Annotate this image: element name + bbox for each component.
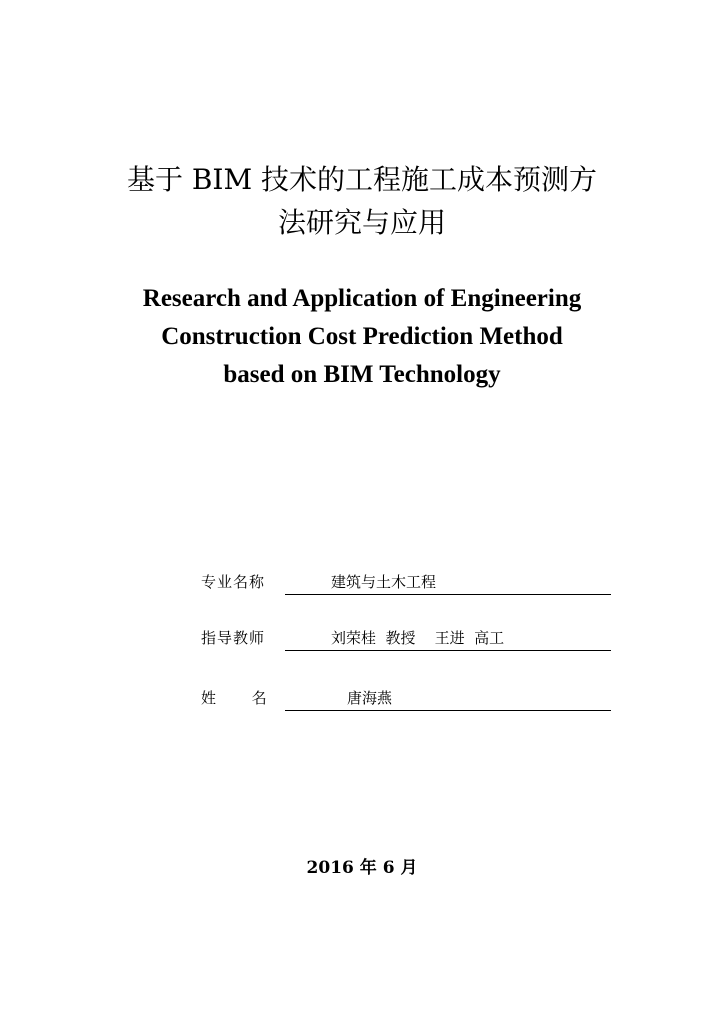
advisor-value: 刘荣桂 教授 王进 高工 [331,629,505,647]
title-english-line-2: Construction Cost Prediction Method [161,323,563,350]
name-label: 姓 名 [201,689,268,707]
title-chinese-line-2: 法研究与应用 [277,206,446,239]
info-row-advisor [201,625,611,651]
title-chinese-line-1: 基于 BIM 技术的工程施工成本预测方 [126,163,598,196]
info-row-major [201,569,611,595]
name-value: 唐海燕 [347,689,393,707]
submission-date: 2016 年 6 月 [306,858,418,878]
title-english-line-1: Research and Application of Engineering [142,285,582,312]
major-value: 建筑与土木工程 [331,573,437,591]
major-label: 专业名称 [201,573,266,591]
info-row-name [201,685,611,711]
title-english-line-3: based on BIM Technology [223,361,501,388]
name-underline [285,686,611,711]
advisor-label: 指导教师 [201,629,266,647]
